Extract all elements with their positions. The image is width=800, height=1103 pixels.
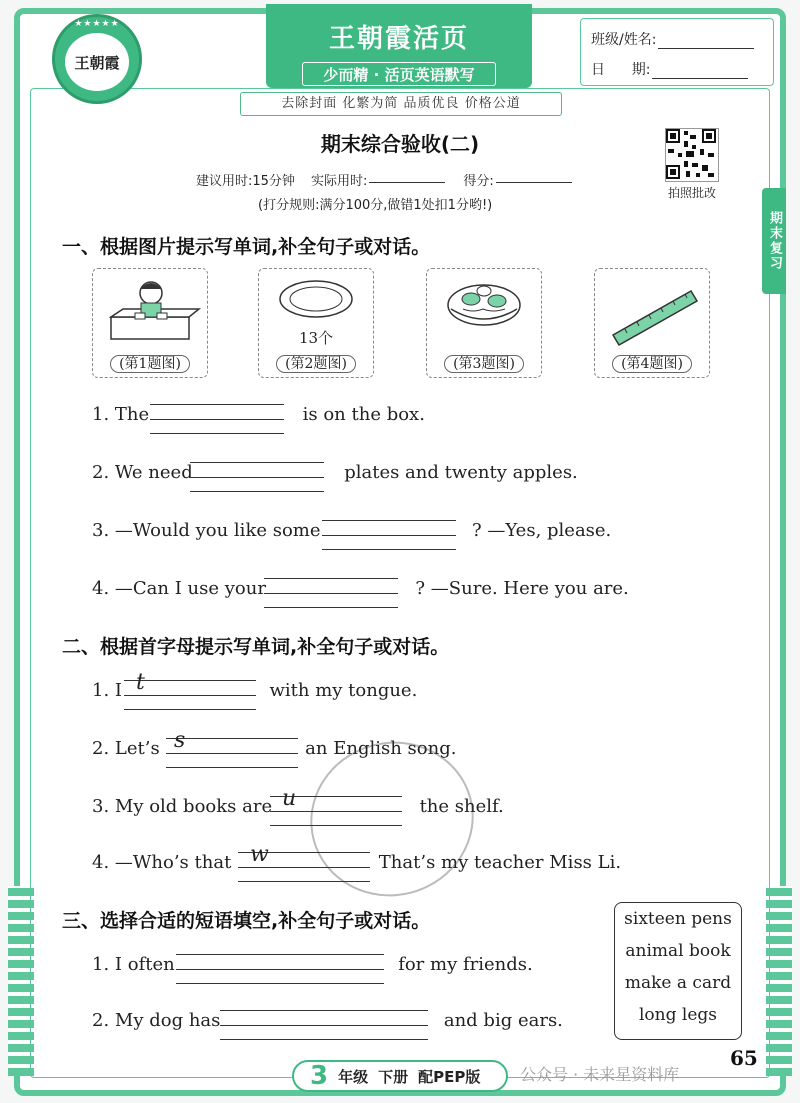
watermark: 公众号 · 未来星资料库 xyxy=(520,1065,680,1084)
question-1-2: 2. We need plates and twenty apples. xyxy=(92,462,578,483)
answer-blank-1-1[interactable] xyxy=(150,404,284,434)
phrase-option: sixteen pens xyxy=(624,909,732,929)
suggested-time: 建议用时:15分钟 xyxy=(196,174,295,189)
page-number: 65 xyxy=(730,1046,758,1070)
phrase-option: make a card xyxy=(624,973,732,993)
edition-label: 配PEP版 xyxy=(418,1067,481,1086)
grade-suffix: 年级 xyxy=(338,1067,369,1086)
plate-icon xyxy=(259,269,373,329)
phrase-option: long legs xyxy=(638,1005,717,1025)
picture-3-caption: (第3题图) xyxy=(427,353,541,373)
phrase-options-box xyxy=(614,902,742,1040)
brand-logo xyxy=(52,14,142,104)
hint-letter-2-2: s xyxy=(174,728,186,753)
picture-1 xyxy=(92,268,208,378)
picture-2-caption: (第2题图) xyxy=(259,353,373,373)
actual-time-field[interactable] xyxy=(369,170,445,183)
brand-title: 王朝霞活页 xyxy=(328,24,469,54)
score-label: 得分: xyxy=(463,174,494,189)
picture-4 xyxy=(594,268,710,378)
question-2-2: 2. Let’s an English song. xyxy=(92,738,457,759)
picture-2-count: 13个 xyxy=(298,329,334,347)
actual-time-label: 实际用时: xyxy=(310,174,368,189)
grade-number: 3 xyxy=(310,1061,329,1091)
question-3-2: 2. My dog has and big ears. xyxy=(92,1010,563,1031)
picture-2 xyxy=(258,268,374,378)
class-name-label: 班级/姓名: xyxy=(591,32,657,48)
question-1-1: 1. The is on the box. xyxy=(92,404,425,425)
class-name-box xyxy=(580,18,774,86)
ruler-icon xyxy=(595,269,709,347)
qr-label: 拍照批改 xyxy=(667,186,716,200)
volume-label: 下册 xyxy=(378,1067,409,1086)
answer-blank-2-2[interactable] xyxy=(166,738,298,768)
question-3-1: 1. I often for my friends. xyxy=(92,954,533,975)
hint-letter-2-3: u xyxy=(282,786,297,811)
slogan: 去除封面 化繁为简 品质优良 价格公道 xyxy=(240,92,562,116)
brand-banner xyxy=(266,4,532,88)
time-score-row xyxy=(196,170,582,189)
question-1-4: 4. —Can I use your ? —Sure. Here you are. xyxy=(92,578,629,599)
qr-code-icon[interactable] xyxy=(665,128,719,182)
score-field[interactable] xyxy=(496,170,572,183)
section-3-heading: 三、选择合适的短语填空,补全句子或对话。 xyxy=(62,910,431,932)
question-1-3: 3. —Would you like some ? —Yes, please. xyxy=(92,520,612,541)
picture-1-caption: (第1题图) xyxy=(93,353,207,373)
answer-blank-3-2[interactable] xyxy=(220,1010,428,1040)
grade-footer xyxy=(292,1060,508,1092)
date-field[interactable] xyxy=(652,64,748,79)
hint-letter-2-1: t xyxy=(136,670,145,695)
date-row xyxy=(591,59,748,79)
hint-letter-2-4: w xyxy=(250,842,269,867)
side-tab: 期末复习 xyxy=(762,188,786,294)
answer-blank-1-4[interactable] xyxy=(264,578,398,608)
question-2-1: 1. I with my tongue. xyxy=(92,680,418,701)
phrase-option: animal book xyxy=(625,941,731,961)
section-1-heading: 一、根据图片提示写单词,补全句子或对话。 xyxy=(62,236,431,258)
boy-on-box-icon xyxy=(93,269,207,349)
page-title: 期末综合验收(二) xyxy=(320,132,480,156)
question-2-4: 4. —Who’s that That’s my teacher Miss Li. xyxy=(92,852,622,873)
class-name-field[interactable] xyxy=(658,34,754,49)
question-2-3: 3. My old books are the shelf. xyxy=(92,796,504,817)
answer-blank-1-3[interactable] xyxy=(322,520,456,550)
class-name-row xyxy=(591,29,754,49)
section-2-heading: 二、根据首字母提示写单词,补全句子或对话。 xyxy=(62,636,450,658)
date-label: 日 期: xyxy=(591,62,651,78)
answer-blank-1-2[interactable] xyxy=(190,462,324,492)
scoring-rule: (打分规则:满分100分,做错1处扣1分哟!) xyxy=(258,198,493,213)
brand-subtitle: 少而精 · 活页英语默写 xyxy=(302,62,496,86)
picture-3 xyxy=(426,268,542,378)
answer-blank-3-1[interactable] xyxy=(176,954,384,984)
noodles-bowl-icon xyxy=(427,269,541,347)
picture-4-caption: (第4题图) xyxy=(595,353,709,373)
logo-text: 王朝霞 xyxy=(65,33,129,91)
star-icon: ★★★★★ xyxy=(74,19,120,29)
